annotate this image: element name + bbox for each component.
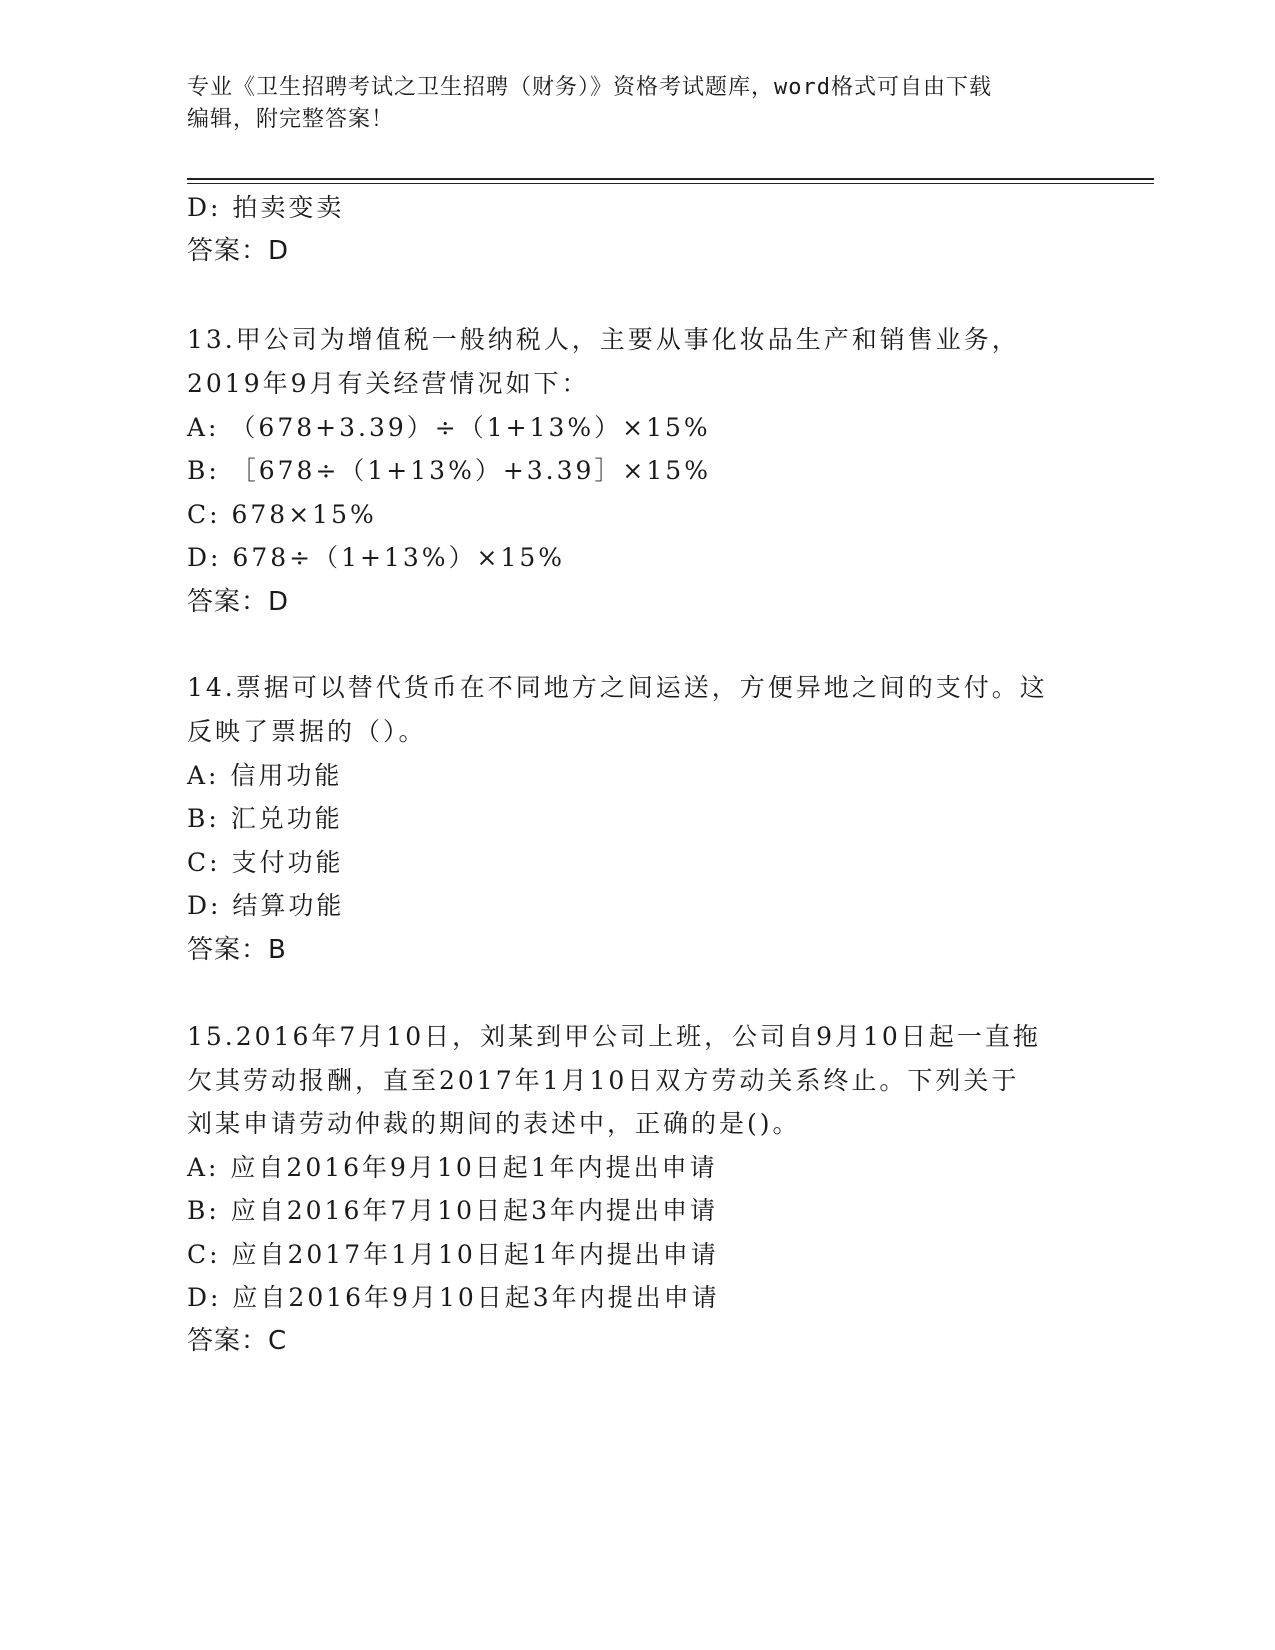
q14-option-a: A: 信用功能 — [187, 761, 343, 790]
q15-option-d: D: 应自2016年9月10日起3年内提出申请 — [187, 1283, 720, 1312]
q13-stem-line-2: 2019年9月有关经营情况如下： — [187, 369, 590, 398]
q14-option-c: C: 支付功能 — [187, 848, 344, 877]
header-line-1: 专业《卫生招聘考试之卫生招聘（财务）》资格考试题库，word格式可自由下载 — [187, 75, 992, 100]
q15-stem-line-1: 15.2016年7月10日，刘某到甲公司上班，公司自9月10日起一直拖 — [187, 1022, 1041, 1051]
q15-option-a: A: 应自2016年9月10日起1年内提出申请 — [187, 1153, 718, 1182]
q13-option-a: A: （678+3.39）÷（1+13%）×15% — [187, 413, 711, 442]
q15-stem-line-2: 欠其劳动报酬，直至2017年1月10日双方劳动关系终止。下列关于 — [187, 1066, 1020, 1095]
q13-stem-line-1: 13.甲公司为增值税一般纳税人，主要从事化妆品生产和销售业务， — [187, 325, 1020, 354]
document-header — [187, 72, 1087, 136]
q14-option-d: D: 结算功能 — [187, 891, 345, 920]
q14-stem-line-1: 14.票据可以替代货币在不同地方之间运送，方便异地之间的支付。这 — [187, 673, 1048, 702]
q14-answer: 答案：B — [187, 935, 287, 965]
header-divider-thin — [187, 183, 1154, 184]
q15-option-c: C: 应自2017年1月10日起1年内提出申请 — [187, 1240, 719, 1269]
q13-option-b: B: ［678÷（1+13%）+3.39］×15% — [187, 456, 711, 485]
q12-answer: 答案：D — [187, 236, 290, 266]
q15-option-b: B: 应自2016年7月10日起3年内提出申请 — [187, 1196, 718, 1225]
q15-stem-line-3: 刘某申请劳动仲裁的期间的表述中，正确的是()。 — [187, 1109, 801, 1138]
q13-option-c: C: 678×15% — [187, 500, 377, 529]
q12-option-d: D: 拍卖变卖 — [187, 193, 345, 222]
q14-stem-line-2: 反映了票据的（）。 — [187, 717, 427, 746]
header-line-2: 编辑，附完整答案！ — [187, 107, 395, 132]
q15-answer: 答案：C — [187, 1326, 288, 1356]
header-divider-thick — [187, 178, 1154, 180]
q13-option-d: D: 678÷（1+13%）×15% — [187, 543, 566, 572]
q13-answer: 答案：D — [187, 587, 290, 617]
q14-option-b: B: 汇兑功能 — [187, 804, 343, 833]
